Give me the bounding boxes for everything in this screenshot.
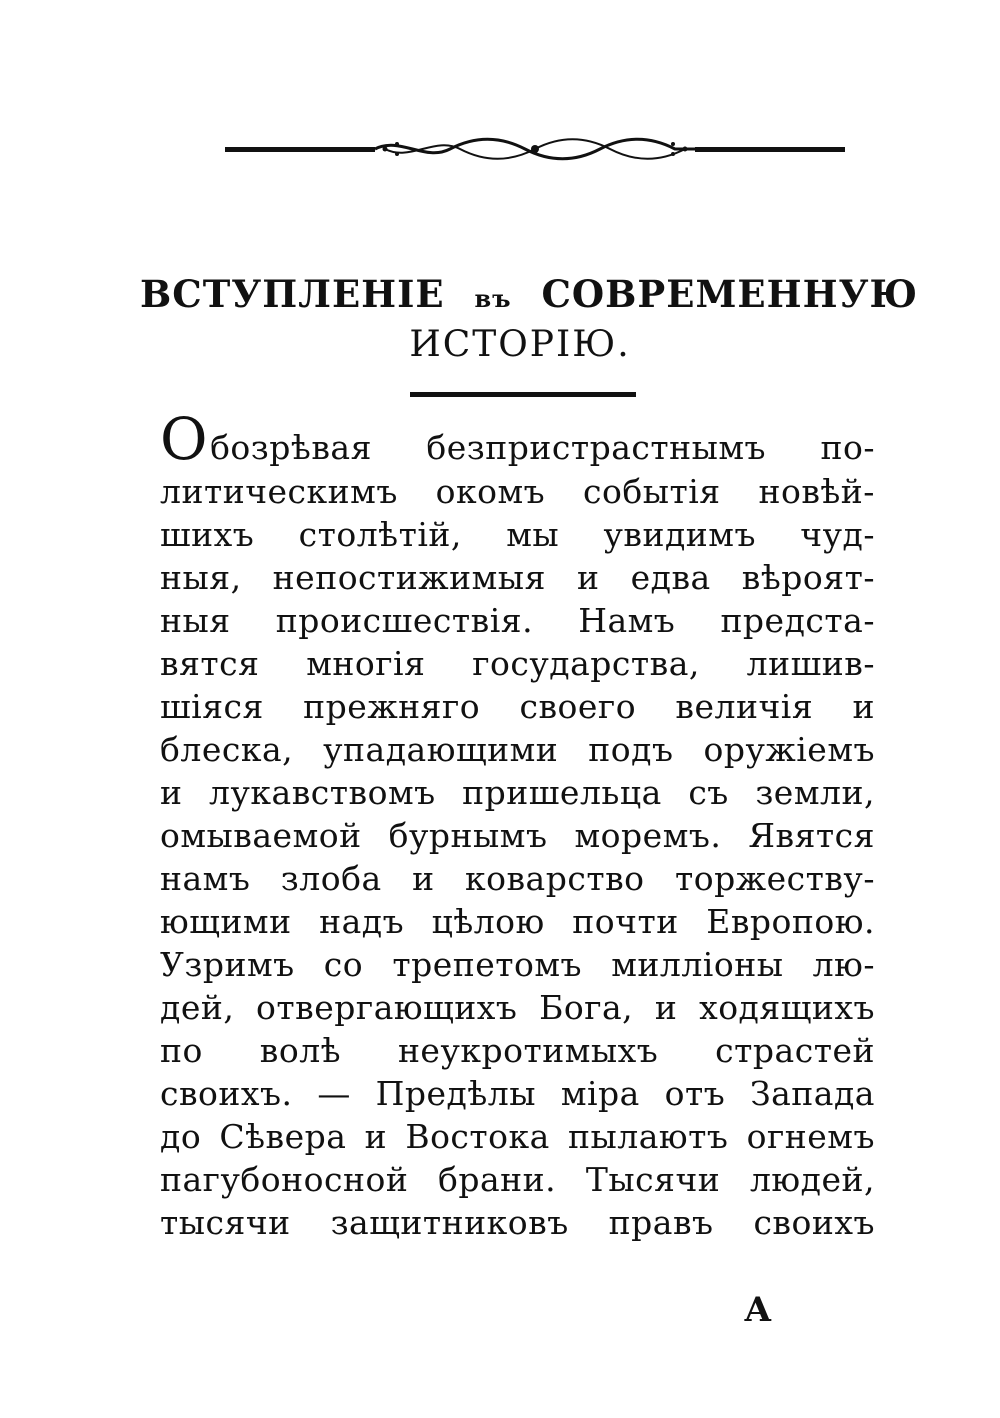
chapter-title-line-1 <box>140 272 919 316</box>
text-line <box>160 771 875 814</box>
word: непостижимыя <box>272 558 546 597</box>
text-line <box>160 1201 875 1244</box>
word: Бога, <box>539 988 634 1027</box>
title-word-1: ВСТУПЛЕНІЕ <box>140 272 445 316</box>
word: Востока <box>405 1117 550 1156</box>
word: и <box>412 859 435 898</box>
text-line <box>160 1158 875 1201</box>
word: и <box>364 1117 388 1156</box>
word: съ <box>688 773 729 812</box>
word: упадающими <box>323 730 559 769</box>
word: правъ <box>608 1203 714 1242</box>
word: намъ <box>160 859 251 898</box>
word: дей, <box>160 988 235 1027</box>
word: шихъ <box>160 515 255 554</box>
word: цѣлою <box>431 902 545 941</box>
word: своихъ. <box>160 1074 293 1113</box>
word: вятся <box>160 644 260 683</box>
first-word <box>160 405 372 473</box>
word: своего <box>519 687 637 726</box>
word: блеска, <box>160 730 294 769</box>
word: неукротимыхъ <box>397 1031 659 1070</box>
text-line <box>160 599 875 642</box>
word: новѣй- <box>758 472 875 511</box>
text-line <box>160 728 875 771</box>
title-rule <box>410 392 636 397</box>
word: отвергающихъ <box>256 988 518 1027</box>
word: Намъ <box>578 601 676 640</box>
word: столѣтій, <box>298 515 462 554</box>
word: Сѣвера <box>219 1117 347 1156</box>
word: людей, <box>749 1160 875 1199</box>
word: величія <box>675 687 814 726</box>
text-line <box>160 986 875 1029</box>
word: литическимъ <box>160 472 398 511</box>
word: и <box>654 988 678 1027</box>
word: защитниковъ <box>330 1203 569 1242</box>
word: шіяся <box>160 687 264 726</box>
word: Предѣлы <box>375 1074 537 1113</box>
word: огнемъ <box>746 1117 875 1156</box>
word: ныя <box>160 601 231 640</box>
title-preposition: въ <box>474 284 512 313</box>
word: пагубоносной <box>160 1160 409 1199</box>
word: ющими <box>160 902 292 941</box>
word: отъ <box>664 1074 726 1113</box>
chapter-title-line-2: ИСТОРІЮ. <box>409 324 631 365</box>
word: лю- <box>812 945 875 984</box>
word: земли, <box>755 773 875 812</box>
word: ныя, <box>160 558 242 597</box>
word: тысячи <box>160 1203 291 1242</box>
word: моремъ. <box>574 816 722 855</box>
word: многія <box>306 644 426 683</box>
word: прежняго <box>303 687 481 726</box>
word: волѣ <box>259 1031 342 1070</box>
word: государства, <box>472 644 700 683</box>
word: Запада <box>750 1074 875 1113</box>
word: надъ <box>319 902 405 941</box>
ornament-divider <box>225 128 845 172</box>
word: пришельца <box>462 773 662 812</box>
text-line <box>160 556 875 599</box>
word: пылаютъ <box>568 1117 729 1156</box>
word: вѣроят- <box>741 558 875 597</box>
word: со <box>323 945 364 984</box>
text-line <box>160 1072 875 1115</box>
text-line <box>160 1029 875 1072</box>
text-line <box>160 900 875 943</box>
text-line <box>160 642 875 685</box>
word: и <box>577 558 600 597</box>
catchword: А <box>744 1290 772 1330</box>
text-line <box>160 1115 875 1158</box>
text-line <box>160 685 875 728</box>
text-line <box>160 814 875 857</box>
title-word-2: СОВРЕМЕННУЮ <box>541 272 919 316</box>
word: бурнымъ <box>388 816 548 855</box>
word: — <box>317 1074 351 1113</box>
word: предста- <box>720 601 875 640</box>
word: до <box>160 1117 202 1156</box>
word: бозрѣвая <box>210 428 372 467</box>
word: мы <box>506 515 560 554</box>
word: омываемой <box>160 816 362 855</box>
word: подъ <box>588 730 674 769</box>
word: оружіемъ <box>703 730 875 769</box>
word: по- <box>820 428 875 467</box>
word: страстей <box>715 1031 875 1070</box>
word: безпристрастнымъ <box>426 428 767 467</box>
word: брани. <box>438 1160 557 1199</box>
text-line <box>160 857 875 900</box>
word: злоба <box>280 859 382 898</box>
word: происшествія. <box>275 601 534 640</box>
word: милліоны <box>611 945 784 984</box>
word: по <box>160 1031 203 1070</box>
word: увидимъ <box>603 515 756 554</box>
word: лишив- <box>746 644 875 683</box>
word: и <box>852 687 875 726</box>
word: событія <box>583 472 721 511</box>
body-text <box>160 405 875 1244</box>
word: коварство <box>464 859 645 898</box>
word: Узримъ <box>160 945 295 984</box>
text-line <box>160 513 875 556</box>
text-line <box>160 405 875 473</box>
word: почти <box>572 902 679 941</box>
word: окомъ <box>435 472 546 511</box>
word: Тысячи <box>585 1160 721 1199</box>
word: своихъ <box>753 1203 875 1242</box>
word: и <box>160 773 183 812</box>
word: Европою. <box>706 902 875 941</box>
text-line <box>160 470 875 513</box>
text-line <box>160 943 875 986</box>
word: міра <box>560 1074 640 1113</box>
drop-cap: О <box>160 405 209 473</box>
word: ходящихъ <box>699 988 875 1027</box>
word: трепетомъ <box>392 945 583 984</box>
word: лукавствомъ <box>209 773 436 812</box>
word: едва <box>630 558 711 597</box>
word: торжеству- <box>674 859 875 898</box>
word: чуд- <box>800 515 875 554</box>
word: Явятся <box>748 816 875 855</box>
